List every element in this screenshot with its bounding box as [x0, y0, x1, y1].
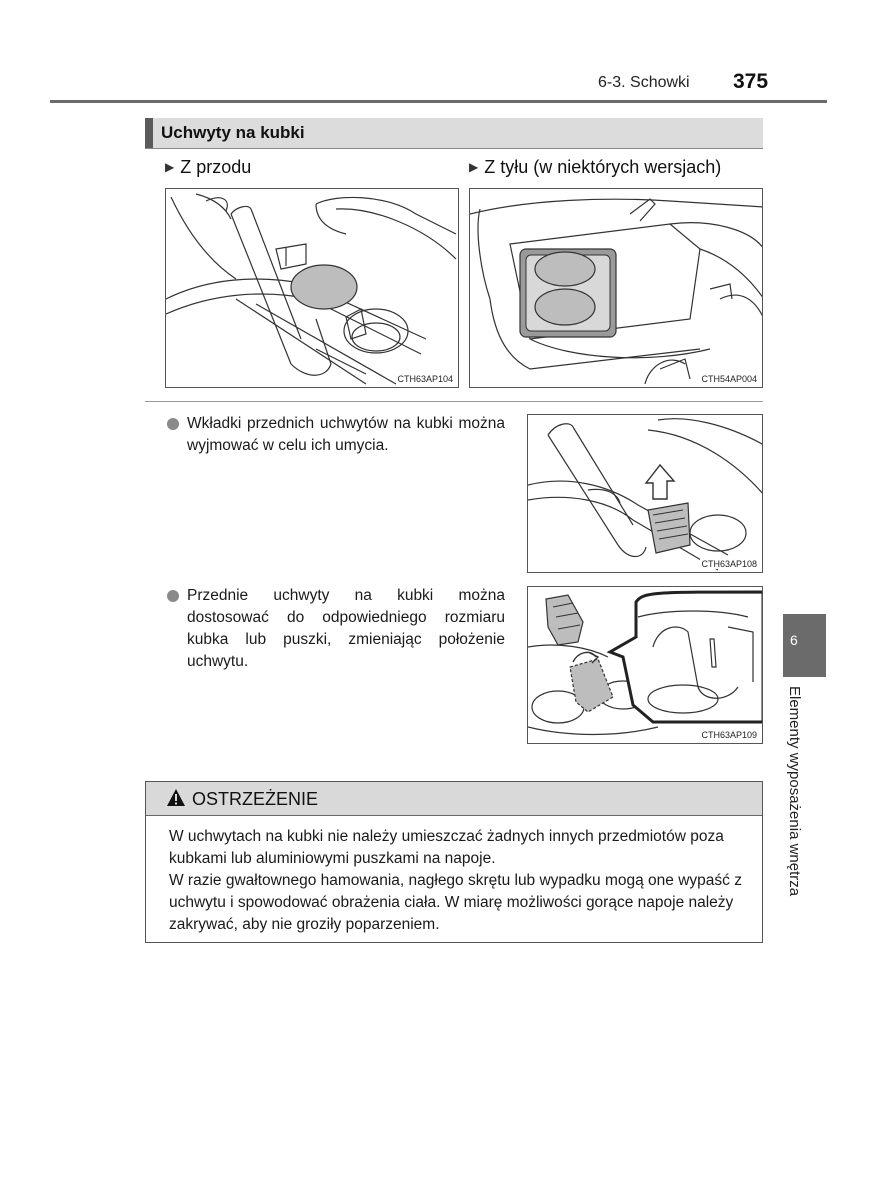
- warning-title: OSTRZEŻENIE: [192, 789, 319, 809]
- running-header-section: 6-3. Schowki: [598, 74, 690, 91]
- bullet-text: Wkładki przednich uchwytów na kubki można wyjmować w celu ich umycia.: [187, 415, 505, 454]
- subhead-rear-label: Z tyłu (w niektórych wersjach): [484, 157, 722, 177]
- triangle-bullet-icon: ▶: [469, 160, 479, 174]
- bullet-dot-icon: [167, 418, 179, 430]
- figure-insert-removal: [527, 414, 763, 573]
- warning-paragraph: W uchwytach na kubki nie należy umieszczać żadnych innych przedmiotów poza kubkami lub aluminiowymi puszkami na napoje.: [169, 828, 724, 867]
- warning-triangle-icon: [166, 788, 186, 807]
- triangle-bullet-icon: ▶: [165, 160, 175, 174]
- bullet-item-removable-inserts: [167, 413, 505, 457]
- rear-armrest-illustration: [470, 189, 763, 388]
- bullet-item-adjustable-holders: [167, 585, 505, 673]
- warning-body: [169, 826, 747, 936]
- bullet-text: Przednie uchwyty na kubki można dostosować do odpowiedniego rozmiaru kubka lub puszki, zmieniając położenie uchwytu.: [187, 587, 505, 670]
- chapter-label-text: Elementy wyposażenia wnętrza: [786, 686, 803, 897]
- content-divider: [145, 401, 763, 402]
- section-underline: [145, 148, 763, 149]
- header-rule: [50, 100, 827, 103]
- chapter-label: [786, 686, 810, 936]
- figure-code: CTH63AP109: [701, 730, 757, 740]
- section-title: Uchwyty na kubki: [161, 123, 305, 142]
- chapter-tab[interactable]: [783, 614, 826, 677]
- warning-paragraph: W razie gwałtownego hamowania, nagłego skrętu lub wypadku mogą one wypaść z uchwytu i spowodować obrażenia ciała. W miarę możliwości gorące napoje należy zakrywać, aby nie groziły poparzeniem.: [169, 872, 742, 933]
- page-number: 375: [733, 70, 769, 93]
- front-console-illustration: [166, 189, 459, 388]
- bullet-dot-icon: [167, 590, 179, 602]
- subhead-front: [165, 157, 251, 178]
- figure-code: CTH63AP104: [397, 374, 453, 384]
- chapter-number: 6: [790, 632, 798, 648]
- figure-holder-adjustment: [527, 586, 763, 744]
- insert-removal-illustration: [528, 415, 763, 573]
- section-heading-bar: [145, 118, 153, 148]
- subhead-front-label: Z przodu: [180, 157, 252, 177]
- warning-box: [145, 781, 763, 943]
- section-heading: [145, 118, 763, 148]
- warning-header: [146, 782, 762, 816]
- holder-adjustment-illustration: [528, 587, 763, 744]
- subhead-rear: [469, 157, 721, 178]
- figure-code: CTH54AP004: [701, 374, 757, 384]
- figure-rear-cup-holders: [469, 188, 763, 388]
- figure-code: CTH63AP108: [701, 559, 757, 569]
- figure-front-cup-holders: [165, 188, 459, 388]
